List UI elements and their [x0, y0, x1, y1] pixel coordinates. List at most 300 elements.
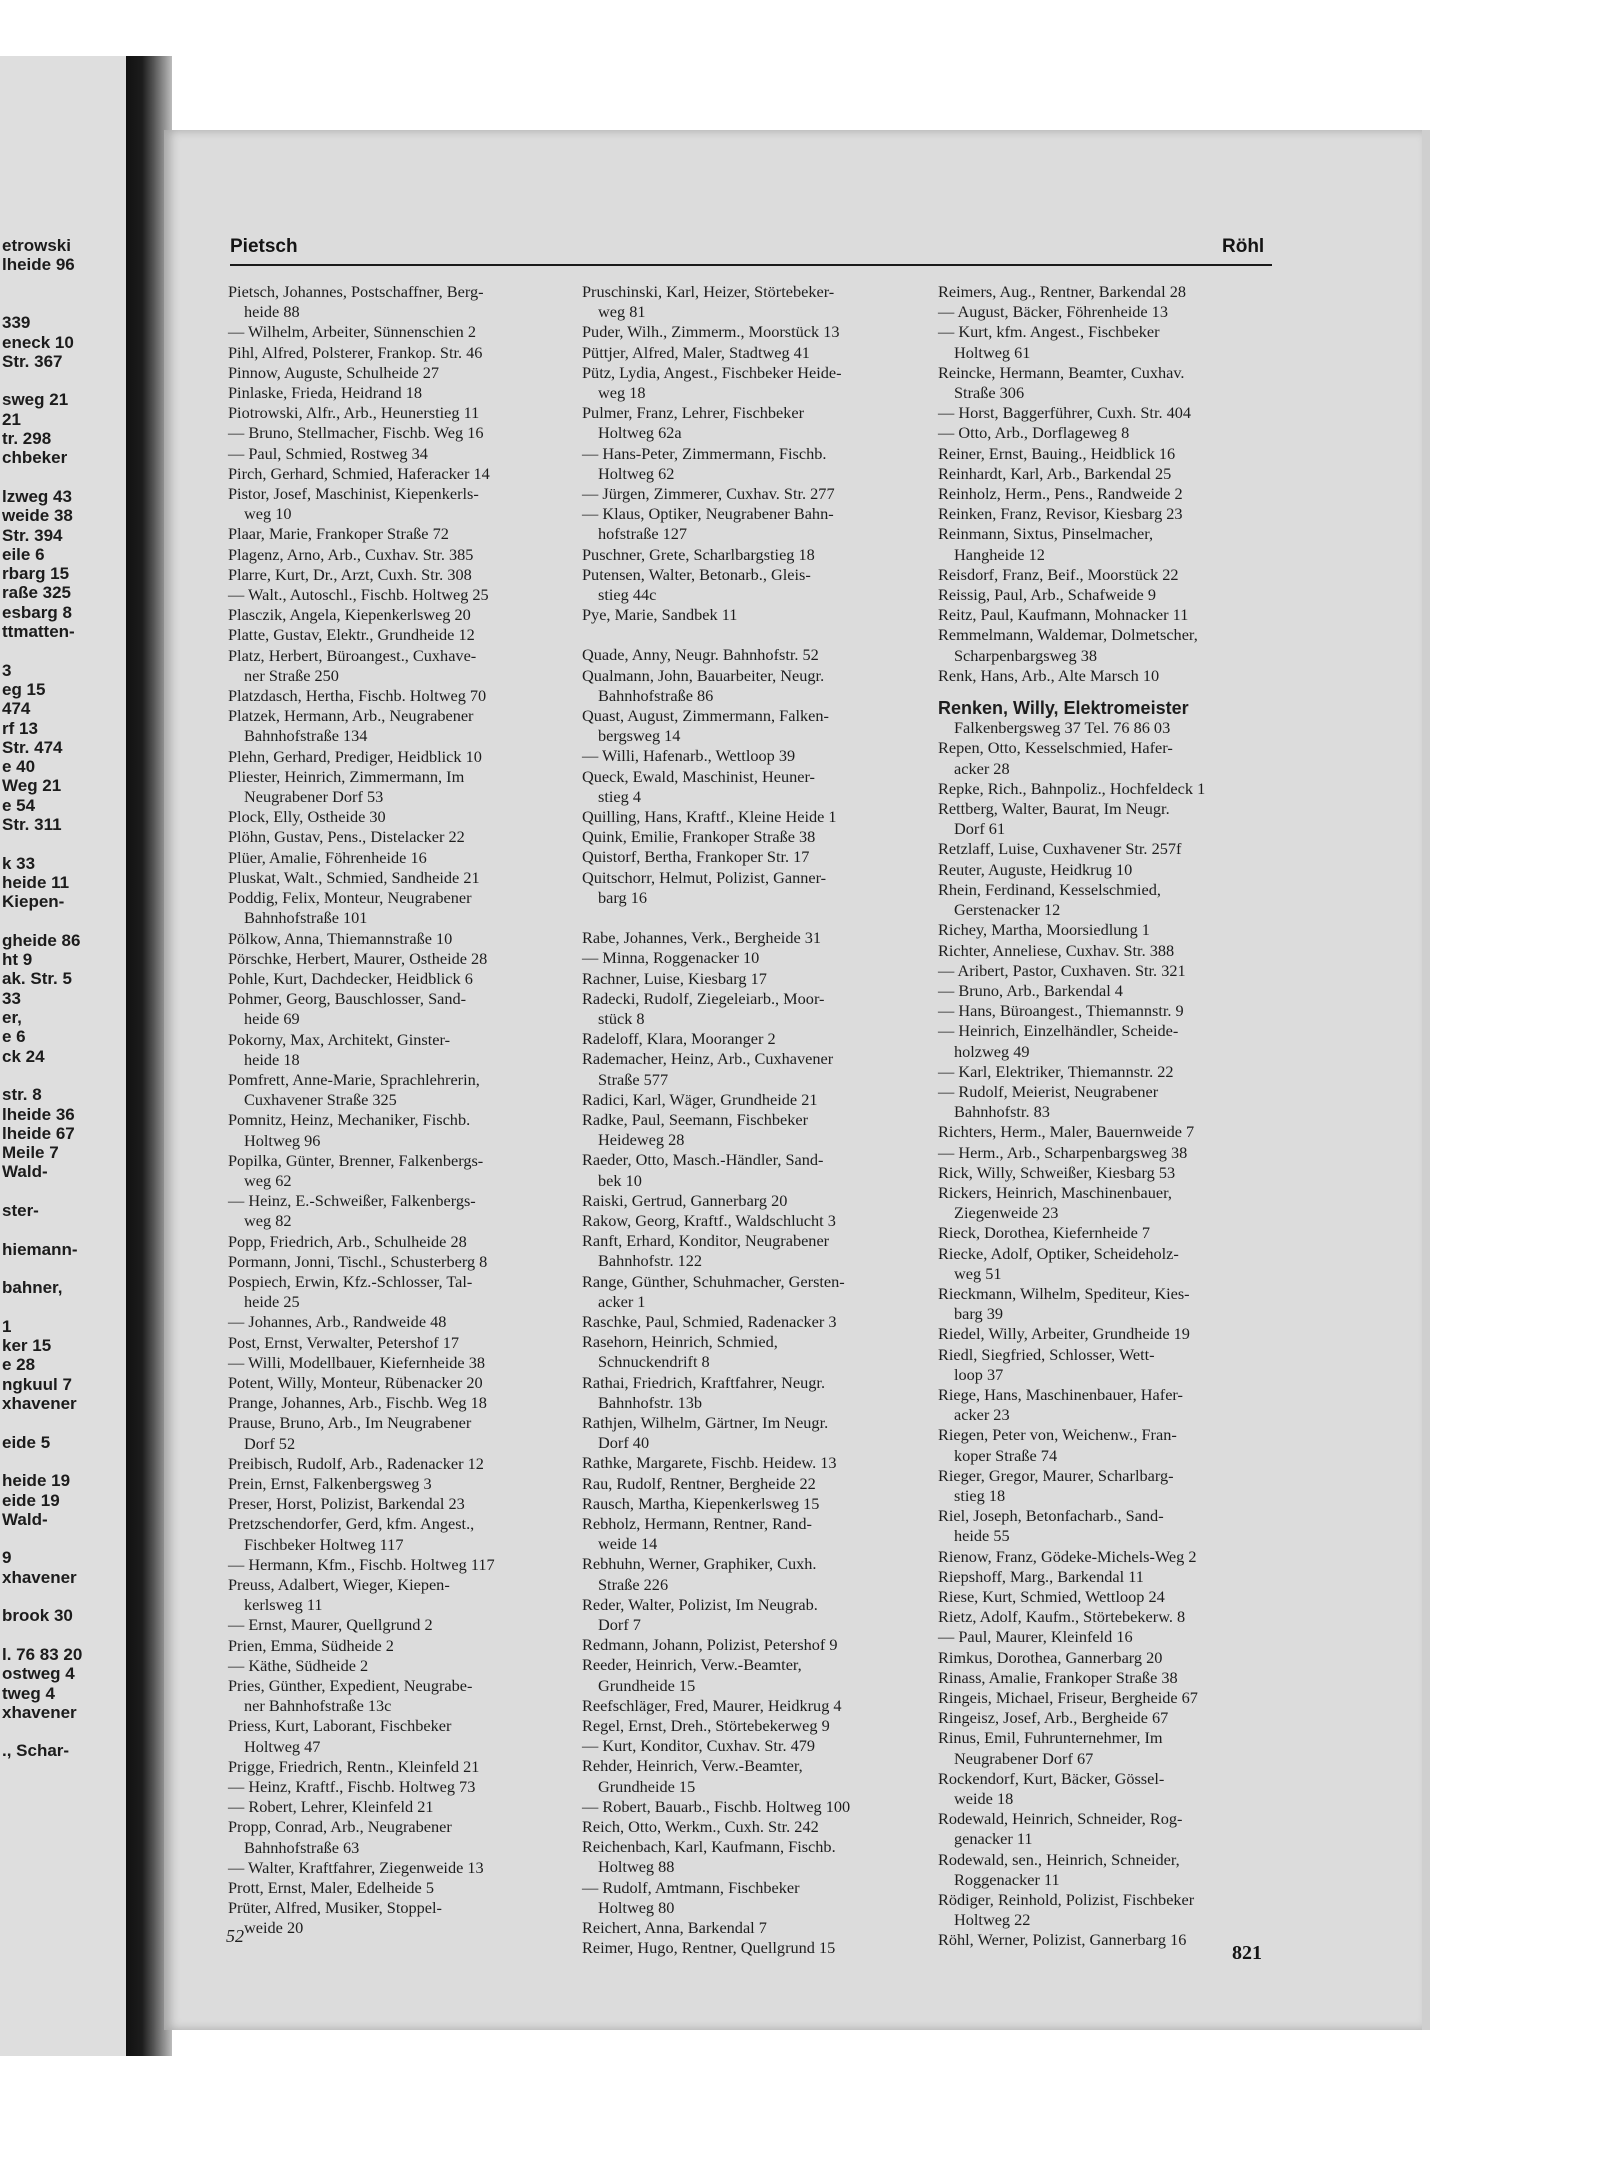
previous-page-line: sweg 21 — [2, 390, 69, 410]
previous-page-line: k 33 — [2, 853, 36, 873]
directory-entry: Raiski, Gertrud, Gannerbarg 20 — [582, 1190, 788, 1210]
directory-entry: Radici, Karl, Wäger, Grundheide 21 — [582, 1089, 818, 1109]
directory-entry: Riel, Joseph, Betonfacharb., Sand- — [938, 1506, 1164, 1526]
column-3 — [938, 282, 1274, 1951]
directory-entry: Qualmann, John, Bauarbeiter, Neugr. — [582, 665, 825, 685]
directory-entry: Neugrabener Dorf 53 — [244, 787, 384, 807]
directory-entry: Bahnhofstraße 86 — [598, 685, 714, 705]
directory-entry: stück 8 — [598, 1008, 645, 1028]
directory-entry: Richter, Anneliese, Cuxhav. Str. 388 — [938, 940, 1175, 960]
previous-page-line: eneck 10 — [2, 332, 74, 352]
previous-page-line: ker 15 — [2, 1336, 52, 1356]
directory-entry: — Bruno, Stellmacher, Fischb. Weg 16 — [228, 423, 484, 443]
directory-entry: Reimer, Hugo, Rentner, Quellgrund 15 — [582, 1938, 836, 1958]
directory-entry: Gerstenacker 12 — [954, 900, 1061, 920]
page-number-right: 821 — [1232, 1942, 1262, 1964]
directory-entry: Reder, Walter, Polizist, Im Neugrab. — [582, 1594, 818, 1614]
previous-page-line: lzweg 43 — [2, 486, 72, 506]
directory-entry: — Rudolf, Meierist, Neugrabener — [938, 1081, 1159, 1101]
directory-entry: stieg 18 — [954, 1485, 1006, 1505]
directory-entry: — Herm., Arb., Scharpenbargsweg 38 — [938, 1142, 1188, 1162]
previous-page-line: raße 325 — [2, 583, 71, 603]
previous-page-line: eide 5 — [2, 1432, 51, 1452]
previous-page-line: Str. 394 — [2, 525, 63, 545]
directory-entry: Rinass, Amalie, Frankoper Straße 38 — [938, 1667, 1178, 1687]
directory-entry: — Hans, Büroangest., Thiemannstr. 9 — [938, 1001, 1184, 1021]
previous-page-line: Kiepen- — [2, 892, 65, 912]
directory-entry: Prott, Ernst, Maler, Edelheide 5 — [228, 1878, 434, 1898]
previous-page-line: xhavener — [2, 1702, 77, 1722]
directory-entry: — Horst, Baggerführer, Cuxh. Str. 404 — [938, 403, 1192, 423]
directory-entry: Rakow, Georg, Kraftf., Waldschlucht 3 — [582, 1210, 836, 1230]
directory-entry: heide 55 — [954, 1526, 1010, 1546]
directory-entry: — Robert, Bauarb., Fischb. Holtweg 100 — [582, 1796, 851, 1816]
page-number-left: 52 — [226, 1926, 244, 1946]
directory-entry: Pirch, Gerhard, Schmied, Haferacker 14 — [228, 463, 490, 483]
directory-entry: Reefschläger, Fred, Maurer, Heidkrug 4 — [582, 1695, 842, 1715]
directory-entry: Rausch, Martha, Kiepenkerlsweg 15 — [582, 1493, 820, 1513]
directory-entry: Bahnhofstr. 13b — [598, 1392, 703, 1412]
directory-entry: — Paul, Maurer, Kleinfeld 16 — [938, 1627, 1133, 1647]
previous-page-line: eide 19 — [2, 1490, 60, 1510]
directory-entry: Raschke, Paul, Schmied, Radenacker 3 — [582, 1311, 837, 1331]
directory-entry: Prange, Johannes, Arb., Fischb. Weg 18 — [228, 1393, 487, 1413]
directory-entry: weg 10 — [244, 504, 292, 524]
directory-entry: — Bruno, Arb., Barkendal 4 — [938, 980, 1123, 1000]
directory-entry: Post, Ernst, Verwalter, Petershof 17 — [228, 1332, 460, 1352]
previous-page-line: eg 15 — [2, 679, 46, 699]
directory-entry: Rimkus, Dorothea, Gannerbarg 20 — [938, 1647, 1163, 1667]
directory-entry: Pohmer, Georg, Bauschlosser, Sand- — [228, 989, 467, 1009]
directory-entry: Reinholz, Herm., Pens., Randweide 2 — [938, 484, 1183, 504]
directory-entry: Reiner, Ernst, Bauing., Heidblick 16 — [938, 443, 1176, 463]
directory-entry: Pretzschendorfer, Gerd, kfm. Angest., — [228, 1514, 475, 1534]
directory-entry: — Karl, Elektriker, Thiemannstr. 22 — [938, 1061, 1174, 1081]
previous-page-line: hiemann- — [2, 1239, 78, 1259]
directory-entry: — Hermann, Kfm., Fischb. Holtweg 117 — [228, 1554, 495, 1574]
previous-page-line: 1 — [2, 1316, 12, 1336]
directory-entry: Rhein, Ferdinand, Kesselschmied, — [938, 879, 1161, 899]
previous-page-line: e 40 — [2, 757, 36, 777]
directory-entry: Rabe, Johannes, Verk., Bergheide 31 — [582, 928, 822, 948]
directory-entry: Falkenbergsweg 37 Tel. 76 86 03 — [954, 718, 1171, 738]
directory-entry: Grundheide 15 — [598, 1776, 696, 1796]
previous-page-line: str. 8 — [2, 1085, 42, 1105]
previous-page-line: er, — [2, 1008, 22, 1027]
directory-entry: Riegen, Peter von, Weichenw., Fran- — [938, 1425, 1177, 1445]
directory-entry: — Ernst, Maurer, Quellgrund 2 — [228, 1615, 433, 1635]
directory-entry: — Otto, Arb., Dorflageweg 8 — [938, 423, 1130, 443]
directory-entry: Quink, Emilie, Frankoper Straße 38 — [582, 827, 816, 847]
directory-entry: weide 20 — [244, 1918, 304, 1938]
directory-entry: Rachner, Luise, Kiesbarg 17 — [582, 968, 767, 988]
directory-entry: Holtweg 22 — [954, 1910, 1031, 1930]
directory-entry: Prien, Emma, Südheide 2 — [228, 1635, 394, 1655]
directory-entry: koper Straße 74 — [954, 1445, 1058, 1465]
directory-entry: Repen, Otto, Kesselschmied, Hafer- — [938, 738, 1173, 758]
previous-page-line: lheide 36 — [2, 1104, 75, 1124]
directory-entry: Plagenz, Arno, Arb., Cuxhav. Str. 385 — [228, 544, 474, 564]
directory-entry: Reinmann, Sixtus, Pinselmacher, — [938, 524, 1154, 544]
directory-entry: Reinhardt, Karl, Arb., Barkendal 25 — [938, 463, 1172, 483]
directory-entry: — Heinz, Kraftf., Fischb. Holtweg 73 — [228, 1777, 476, 1797]
directory-entry: Prigge, Friedrich, Rentn., Kleinfeld 21 — [228, 1756, 480, 1776]
directory-entry: Bahnhofstraße 101 — [244, 908, 368, 928]
directory-entry: Pliester, Heinrich, Zimmermann, Im — [228, 766, 465, 786]
directory-entry: Queck, Ewald, Maschinist, Heuner- — [582, 766, 815, 786]
directory-entry: — Willi, Modellbauer, Kiefernheide 38 — [228, 1352, 486, 1372]
directory-entry: stieg 4 — [598, 786, 641, 806]
directory-entry: Poddig, Felix, Monteur, Neugrabener — [228, 888, 472, 908]
directory-entry: Quilling, Hans, Kraftf., Kleine Heide 1 — [582, 807, 837, 827]
directory-entry: Preibisch, Rudolf, Arb., Radenacker 12 — [228, 1453, 484, 1473]
directory-entry: Rebhuhn, Werner, Graphiker, Cuxh. — [582, 1554, 817, 1574]
directory-entry: Hangheide 12 — [954, 544, 1045, 564]
directory-entry: Pölkow, Anna, Thiemannstraße 10 — [228, 928, 453, 948]
directory-entry: Grundheide 15 — [598, 1675, 696, 1695]
previous-page-line: Weg 21 — [2, 776, 62, 796]
previous-page-line: tweg 4 — [2, 1683, 55, 1703]
directory-entry: Plüer, Amalie, Föhrenheide 16 — [228, 847, 427, 867]
previous-page-line: xhavener — [2, 1567, 77, 1587]
directory-entry: Rödiger, Reinhold, Polizist, Fischbeker — [938, 1890, 1195, 1910]
directory-entry: Richters, Herm., Maler, Bauernweide 7 — [938, 1122, 1195, 1142]
running-head-right: Röhl — [1222, 236, 1265, 257]
previous-page-line: ostweg 4 — [2, 1664, 75, 1684]
directory-entry: weg 51 — [954, 1263, 1002, 1283]
directory-entry: — Walter, Kraftfahrer, Ziegenweide 13 — [228, 1857, 484, 1877]
previous-page-line: tr. 298 — [2, 429, 52, 448]
previous-page-line: ., Schar- — [2, 1741, 70, 1761]
directory-entry: Holtweg 62a — [598, 423, 682, 443]
directory-entry: Schnuckendrift 8 — [598, 1352, 710, 1372]
directory-entry: Pruschinski, Karl, Heizer, Störtebeker- — [582, 282, 835, 301]
previous-page-line: ht 9 — [2, 950, 33, 970]
directory-entry: Pospiech, Erwin, Kfz.-Schlosser, Tal- — [228, 1271, 473, 1291]
directory-entry: Platte, Gustav, Elektr., Grundheide 12 — [228, 625, 475, 645]
directory-entry: kerlsweg 11 — [244, 1595, 323, 1615]
column-2 — [582, 282, 912, 1958]
previous-page-line: ttmatten- — [2, 622, 75, 641]
directory-entry: Röhl, Werner, Polizist, Gannerbarg 16 — [938, 1930, 1187, 1950]
directory-entry: Plaar, Marie, Frankoper Straße 72 — [228, 524, 449, 544]
directory-entry: Remmelmann, Waldemar, Dolmetscher, — [938, 625, 1198, 645]
directory-entry: Pormann, Jonni, Tischl., Schusterberg 8 — [228, 1251, 488, 1271]
directory-entry: bergsweg 14 — [598, 726, 681, 746]
directory-entry: Straße 577 — [598, 1069, 669, 1089]
previous-page-line: brook 30 — [2, 1606, 73, 1626]
directory-entry: Putensen, Walter, Betonarb., Gleis- — [582, 564, 811, 584]
directory-entry: Propp, Conrad, Arb., Neugrabener — [228, 1817, 452, 1837]
directory-entry: Dorf 61 — [954, 819, 1006, 839]
previous-page-line: 474 — [2, 699, 31, 719]
directory-entry: Rieger, Gregor, Maurer, Scharlbarg- — [938, 1465, 1174, 1485]
directory-entry: — Hans-Peter, Zimmermann, Fischb. — [582, 443, 827, 463]
previous-page-line: 3 — [2, 660, 12, 680]
directory-entry: Reissig, Paul, Arb., Schafweide 9 — [938, 585, 1156, 605]
directory-entry: — Kurt, kfm. Angest., Fischbeker — [938, 322, 1160, 342]
directory-entry: Plehn, Gerhard, Prediger, Heidblick 10 — [228, 746, 482, 766]
directory-entry: Reimers, Aug., Rentner, Barkendal 28 — [938, 282, 1187, 301]
highlighted-entry: Renken, Willy, Elektromeister — [938, 698, 1189, 719]
directory-entry: Pistor, Josef, Maschinist, Kiepenkerls- — [228, 484, 479, 504]
directory-entry: Pomfrett, Anne-Marie, Sprachlehrerin, — [228, 1069, 480, 1089]
directory-entry: — Aribert, Pastor, Cuxhaven. Str. 321 — [938, 960, 1186, 980]
directory-entry: Plasczik, Angela, Kiepenkerlsweg 20 — [228, 605, 471, 625]
directory-entry: — Käthe, Südheide 2 — [228, 1655, 369, 1675]
directory-entry: Reuter, Auguste, Heidkrug 10 — [938, 859, 1133, 879]
directory-entry: Fischbeker Holtweg 117 — [244, 1534, 404, 1554]
column-1 — [228, 282, 554, 1939]
directory-entry: — Wilhelm, Arbeiter, Sünnenschien 2 — [228, 322, 476, 342]
directory-entry: Plock, Elly, Ostheide 30 — [228, 807, 386, 827]
directory-entry: Rathai, Friedrich, Kraftfahrer, Neugr. — [582, 1372, 826, 1392]
directory-entry: Pye, Marie, Sandbek 11 — [582, 605, 738, 625]
directory-entry: Scharpenbargsweg 38 — [954, 645, 1098, 665]
previous-page-edge — [0, 56, 140, 2056]
directory-entry: Riedel, Willy, Arbeiter, Grundheide 19 — [938, 1324, 1190, 1344]
directory-entry: Radeloff, Klara, Mooranger 2 — [582, 1029, 776, 1049]
directory-entry: Cuxhavener Straße 325 — [244, 1090, 397, 1110]
directory-entry: heide 18 — [244, 1049, 300, 1069]
directory-entry: Reinken, Franz, Revisor, Kiesbarg 23 — [938, 504, 1183, 524]
directory-entry: Pomnitz, Heinz, Mechaniker, Fischb. — [228, 1110, 471, 1130]
directory-entry: Priess, Kurt, Laborant, Fischbeker — [228, 1716, 452, 1736]
directory-entry: Rehder, Heinrich, Verw.-Beamter, — [582, 1756, 803, 1776]
directory-entry: Dorf 7 — [598, 1615, 641, 1634]
directory-entry: Ringeis, Michael, Friseur, Bergheide 67 — [938, 1688, 1198, 1708]
directory-entry: genacker 11 — [954, 1829, 1033, 1849]
previous-page-line: heide 11 — [2, 872, 70, 892]
directory-entry: Pries, Günther, Expedient, Neugrabe- — [228, 1676, 473, 1696]
previous-page-line: Str. 311 — [2, 815, 62, 834]
directory-entry: Bahnhofstraße 134 — [244, 726, 368, 746]
directory-entry: Piotrowski, Alfr., Arb., Heunerstieg 11 — [228, 403, 480, 423]
previous-page-line: e 6 — [2, 1027, 26, 1047]
directory-entry: acker 28 — [954, 758, 1010, 778]
directory-entry: acker 1 — [598, 1291, 646, 1311]
directory-entry: Radecki, Rudolf, Ziegeleiarb., Moor- — [582, 988, 825, 1008]
directory-entry: — Kurt, Konditor, Cuxhav. Str. 479 — [582, 1736, 816, 1756]
previous-page-line: weide 38 — [2, 506, 73, 526]
directory-entry: weg 62 — [244, 1170, 292, 1190]
directory-entry: Riedl, Siegfried, Schlosser, Wett- — [938, 1344, 1155, 1364]
directory-entry: Reincke, Hermann, Beamter, Cuxhav. — [938, 362, 1185, 382]
previous-page-line: bahner, — [2, 1278, 63, 1298]
directory-entry: Pulmer, Franz, Lehrer, Fischbeker — [582, 403, 805, 423]
previous-page-line: Wald- — [2, 1509, 48, 1529]
previous-page-line: e 28 — [2, 1355, 36, 1375]
directory-entry: Dorf 40 — [598, 1433, 650, 1453]
directory-entry: Reeder, Heinrich, Verw.-Beamter, — [582, 1655, 802, 1675]
previous-page-line: xhavener — [2, 1394, 77, 1413]
directory-entry: Reitz, Paul, Kaufmann, Mohnacker 11 — [938, 605, 1189, 625]
directory-entry: Straße 306 — [954, 383, 1025, 403]
directory-entry: Prause, Bruno, Arb., Im Neugrabener — [228, 1413, 472, 1433]
directory-entry: Renk, Hans, Arb., Alte Marsch 10 — [938, 665, 1160, 685]
directory-entry: Straße 226 — [598, 1574, 669, 1594]
directory-entry: barg 39 — [954, 1304, 1003, 1324]
directory-entry: Pinnow, Auguste, Schulheide 27 — [228, 362, 440, 382]
directory-entry: Pietsch, Johannes, Postschaffner, Berg- — [228, 282, 484, 301]
previous-page-line: 9 — [2, 1548, 12, 1568]
directory-entry: Neugrabener Dorf 67 — [954, 1748, 1094, 1768]
directory-entry: Bahnhofstraße 63 — [244, 1837, 360, 1857]
previous-page-line: Str. 474 — [2, 737, 63, 757]
directory-entry: — Jürgen, Zimmerer, Cuxhav. Str. 277 — [582, 484, 835, 504]
directory-entry: Pörschke, Herbert, Maurer, Ostheide 28 — [228, 948, 488, 968]
directory-entry: Rathjen, Wilhelm, Gärtner, Im Neugr. — [582, 1412, 829, 1432]
directory-entry: Riecke, Adolf, Optiker, Scheideholz- — [938, 1243, 1179, 1263]
directory-entry: Reichert, Anna, Barkendal 7 — [582, 1918, 767, 1938]
directory-entry: Heideweg 28 — [598, 1130, 685, 1150]
directory-entry: bek 10 — [598, 1170, 642, 1190]
directory-entry: acker 23 — [954, 1405, 1010, 1425]
directory-entry: Popp, Friedrich, Arb., Schulheide 28 — [228, 1231, 467, 1251]
previous-page-line: ngkuul 7 — [2, 1374, 72, 1394]
directory-entry: Plöhn, Gustav, Pens., Distelacker 22 — [228, 827, 465, 847]
directory-entry: Plarre, Kurt, Dr., Arzt, Cuxh. Str. 308 — [228, 564, 472, 584]
directory-entry: Bahnhofstr. 122 — [598, 1251, 703, 1271]
directory-entry: Repke, Rich., Bahnpoliz., Hochfeldeck 1 — [938, 778, 1206, 798]
directory-entry: Platzdasch, Hertha, Fischb. Holtweg 70 — [228, 686, 487, 706]
directory-entry: Quitschorr, Helmut, Polizist, Ganner- — [582, 867, 827, 887]
directory-entry: Rietz, Adolf, Kaufm., Störtebekerw. 8 — [938, 1607, 1186, 1627]
previous-page-line: chbeker — [2, 448, 68, 468]
directory-entry: Püttjer, Alfred, Maler, Stadtweg 41 — [582, 342, 810, 362]
previous-page-line: 339 — [2, 313, 31, 333]
previous-page-line: etrowski — [2, 236, 71, 255]
directory-entry: Rebholz, Hermann, Rentner, Rand- — [582, 1513, 812, 1533]
previous-page-line: ck 24 — [2, 1046, 45, 1066]
directory-entry: weide 14 — [598, 1534, 658, 1554]
previous-page-line: lheide 96 — [2, 255, 75, 275]
directory-entry: Rieckmann, Wilhelm, Spediteur, Kies- — [938, 1283, 1190, 1303]
directory-entry: Pütz, Lydia, Angest., Fischbeker Heide- — [582, 362, 842, 382]
directory-entry: Rick, Willy, Schweißer, Kiesbarg 53 — [938, 1162, 1176, 1182]
directory-entry: — Heinrich, Einzelhändler, Scheide- — [938, 1021, 1179, 1041]
running-head-left: Pietsch — [230, 236, 298, 257]
directory-entry: Rieck, Dorothea, Kiefernheide 7 — [938, 1223, 1151, 1243]
directory-entry: Redmann, Johann, Polizist, Petershof 9 — [582, 1635, 838, 1655]
directory-entry: heide 69 — [244, 1009, 300, 1029]
directory-entry: Rienow, Franz, Gödeke-Michels-Weg 2 — [938, 1546, 1197, 1566]
directory-entry: loop 37 — [954, 1364, 1004, 1384]
directory-entry: — Klaus, Optiker, Neugrabener Bahn- — [582, 504, 834, 524]
directory-entry: barg 16 — [598, 887, 647, 907]
directory-entry: Pluskat, Walt., Schmied, Sandheide 21 — [228, 867, 480, 887]
directory-entry: Rademacher, Heinz, Arb., Cuxhavener — [582, 1049, 834, 1069]
previous-page-line: esbarg 8 — [2, 602, 72, 622]
directory-entry: — Johannes, Arb., Randweide 48 — [228, 1312, 447, 1332]
directory-entry: heide 25 — [244, 1292, 300, 1312]
directory-entry: Platz, Herbert, Büroangest., Cuxhave- — [228, 645, 477, 665]
directory-entry: Riese, Kurt, Schmied, Wettloop 24 — [938, 1587, 1165, 1606]
directory-entry: Platzek, Hermann, Arb., Neugrabener — [228, 706, 474, 726]
previous-page-line: rf 13 — [2, 718, 38, 738]
directory-entry: heide 88 — [244, 302, 300, 322]
directory-entry: Pokorny, Max, Architekt, Ginster- — [228, 1029, 450, 1049]
directory-entry: Rickers, Heinrich, Maschinenbauer, — [938, 1182, 1172, 1202]
previous-page-line: 21 — [2, 409, 21, 429]
directory-entry: Quade, Anny, Neugr. Bahnhofstr. 52 — [582, 645, 819, 665]
directory-entry: Prüter, Alfred, Musiker, Stoppel- — [228, 1898, 442, 1918]
directory-entry: Raeder, Otto, Masch.-Händler, Sand- — [582, 1150, 824, 1170]
directory-entry: Rathke, Margarete, Fischb. Heidew. 13 — [582, 1453, 837, 1473]
directory-entry: Retzlaff, Luise, Cuxhavener Str. 257f — [938, 839, 1182, 859]
directory-entry: Rodewald, Heinrich, Schneider, Rog- — [938, 1809, 1183, 1829]
directory-entry: Richey, Martha, Moorsiedlung 1 — [938, 920, 1150, 940]
directory-entry: Reisdorf, Franz, Beif., Moorstück 22 — [938, 564, 1179, 584]
previous-page-line: Meile 7 — [2, 1143, 59, 1163]
directory-entry: Rasehorn, Heinrich, Schmied, — [582, 1332, 778, 1352]
previous-page-line: lheide 67 — [2, 1123, 75, 1143]
previous-page-line: Wald- — [2, 1162, 48, 1182]
directory-entry: ner Bahnhofstraße 13c — [244, 1696, 392, 1716]
header-rule — [230, 264, 1272, 266]
directory-entry: stieg 44c — [598, 585, 657, 605]
directory-entry: Ziegenweide 23 — [954, 1203, 1059, 1223]
directory-entry: — Heinz, E.-Schweißer, Falkenbergs- — [228, 1191, 476, 1211]
directory-entry: Bahnhofstr. 83 — [954, 1102, 1050, 1122]
previous-page-line: e 54 — [2, 795, 36, 815]
directory-entry: Holtweg 96 — [244, 1130, 321, 1150]
previous-page-line: Str. 367 — [2, 351, 63, 371]
directory-entry: Reich, Otto, Werkm., Cuxh. Str. 242 — [582, 1817, 819, 1837]
previous-page-line: heide 19 — [2, 1471, 71, 1491]
previous-page-line: rbarg 15 — [2, 564, 70, 584]
directory-entry: Ringeisz, Josef, Arb., Bergheide 67 — [938, 1708, 1169, 1728]
directory-entry: Quast, August, Zimmermann, Falken- — [582, 706, 829, 726]
directory-entry: Radke, Paul, Seemann, Fischbeker — [582, 1109, 809, 1129]
directory-entry: Quistorf, Bertha, Frankoper Str. 17 — [582, 847, 810, 867]
directory-entry: — Robert, Lehrer, Kleinfeld 21 — [228, 1797, 434, 1817]
directory-entry: Pohle, Kurt, Dachdecker, Heidblick 6 — [228, 968, 473, 988]
previous-page-line: ster- — [2, 1201, 39, 1220]
directory-entry: Holtweg 88 — [598, 1857, 675, 1877]
previous-page-line: 33 — [2, 988, 21, 1008]
directory-entry: Reichenbach, Karl, Kaufmann, Fischb. — [582, 1837, 836, 1857]
directory-entry: Rockendorf, Kurt, Bäcker, Gössel- — [938, 1768, 1165, 1788]
directory-entry: — Willi, Hafenarb., Wettloop 39 — [582, 746, 796, 766]
previous-page-line: gheide 86 — [2, 930, 81, 950]
directory-entry: hofstraße 127 — [598, 524, 688, 544]
directory-entry: Holtweg 61 — [954, 342, 1031, 362]
directory-entry: Pinlaske, Frieda, Heidrand 18 — [228, 383, 422, 403]
directory-entry: Ranft, Erhard, Konditor, Neugrabener — [582, 1231, 830, 1251]
directory-entry: Holtweg 47 — [244, 1736, 321, 1756]
page-edge — [1422, 130, 1430, 2030]
directory-entry: Regel, Ernst, Dreh., Störtebekerweg 9 — [582, 1716, 830, 1736]
directory-entry: — Minna, Roggenacker 10 — [582, 948, 760, 968]
directory-entry: Rinus, Emil, Fuhrunternehmer, Im — [938, 1728, 1163, 1748]
directory-entry: Range, Günther, Schuhmacher, Gersten- — [582, 1271, 845, 1291]
directory-entry: Holtweg 62 — [598, 463, 675, 483]
directory-entry: — Rudolf, Amtmann, Fischbeker — [582, 1877, 800, 1897]
directory-entry: Riepshoff, Marg., Barkendal 11 — [938, 1566, 1144, 1586]
directory-entry: weide 18 — [954, 1789, 1014, 1809]
directory-entry: Prein, Ernst, Falkenbergsweg 3 — [228, 1473, 432, 1493]
directory-entry: weg 18 — [598, 383, 646, 403]
directory-entry: Preser, Horst, Polizist, Barkendal 23 — [228, 1494, 465, 1514]
directory-entry: Riege, Hans, Maschinenbauer, Hafer- — [938, 1384, 1183, 1404]
directory-entry: — Paul, Schmied, Rostweg 34 — [228, 443, 428, 463]
directory-entry: Dorf 52 — [244, 1433, 296, 1453]
directory-entry: Holtweg 80 — [598, 1897, 675, 1917]
directory-entry: Puder, Wilh., Zimmerm., Moorstück 13 — [582, 322, 840, 342]
directory-entry: weg 82 — [244, 1211, 292, 1231]
directory-entry: — August, Bäcker, Föhrenheide 13 — [938, 302, 1168, 322]
